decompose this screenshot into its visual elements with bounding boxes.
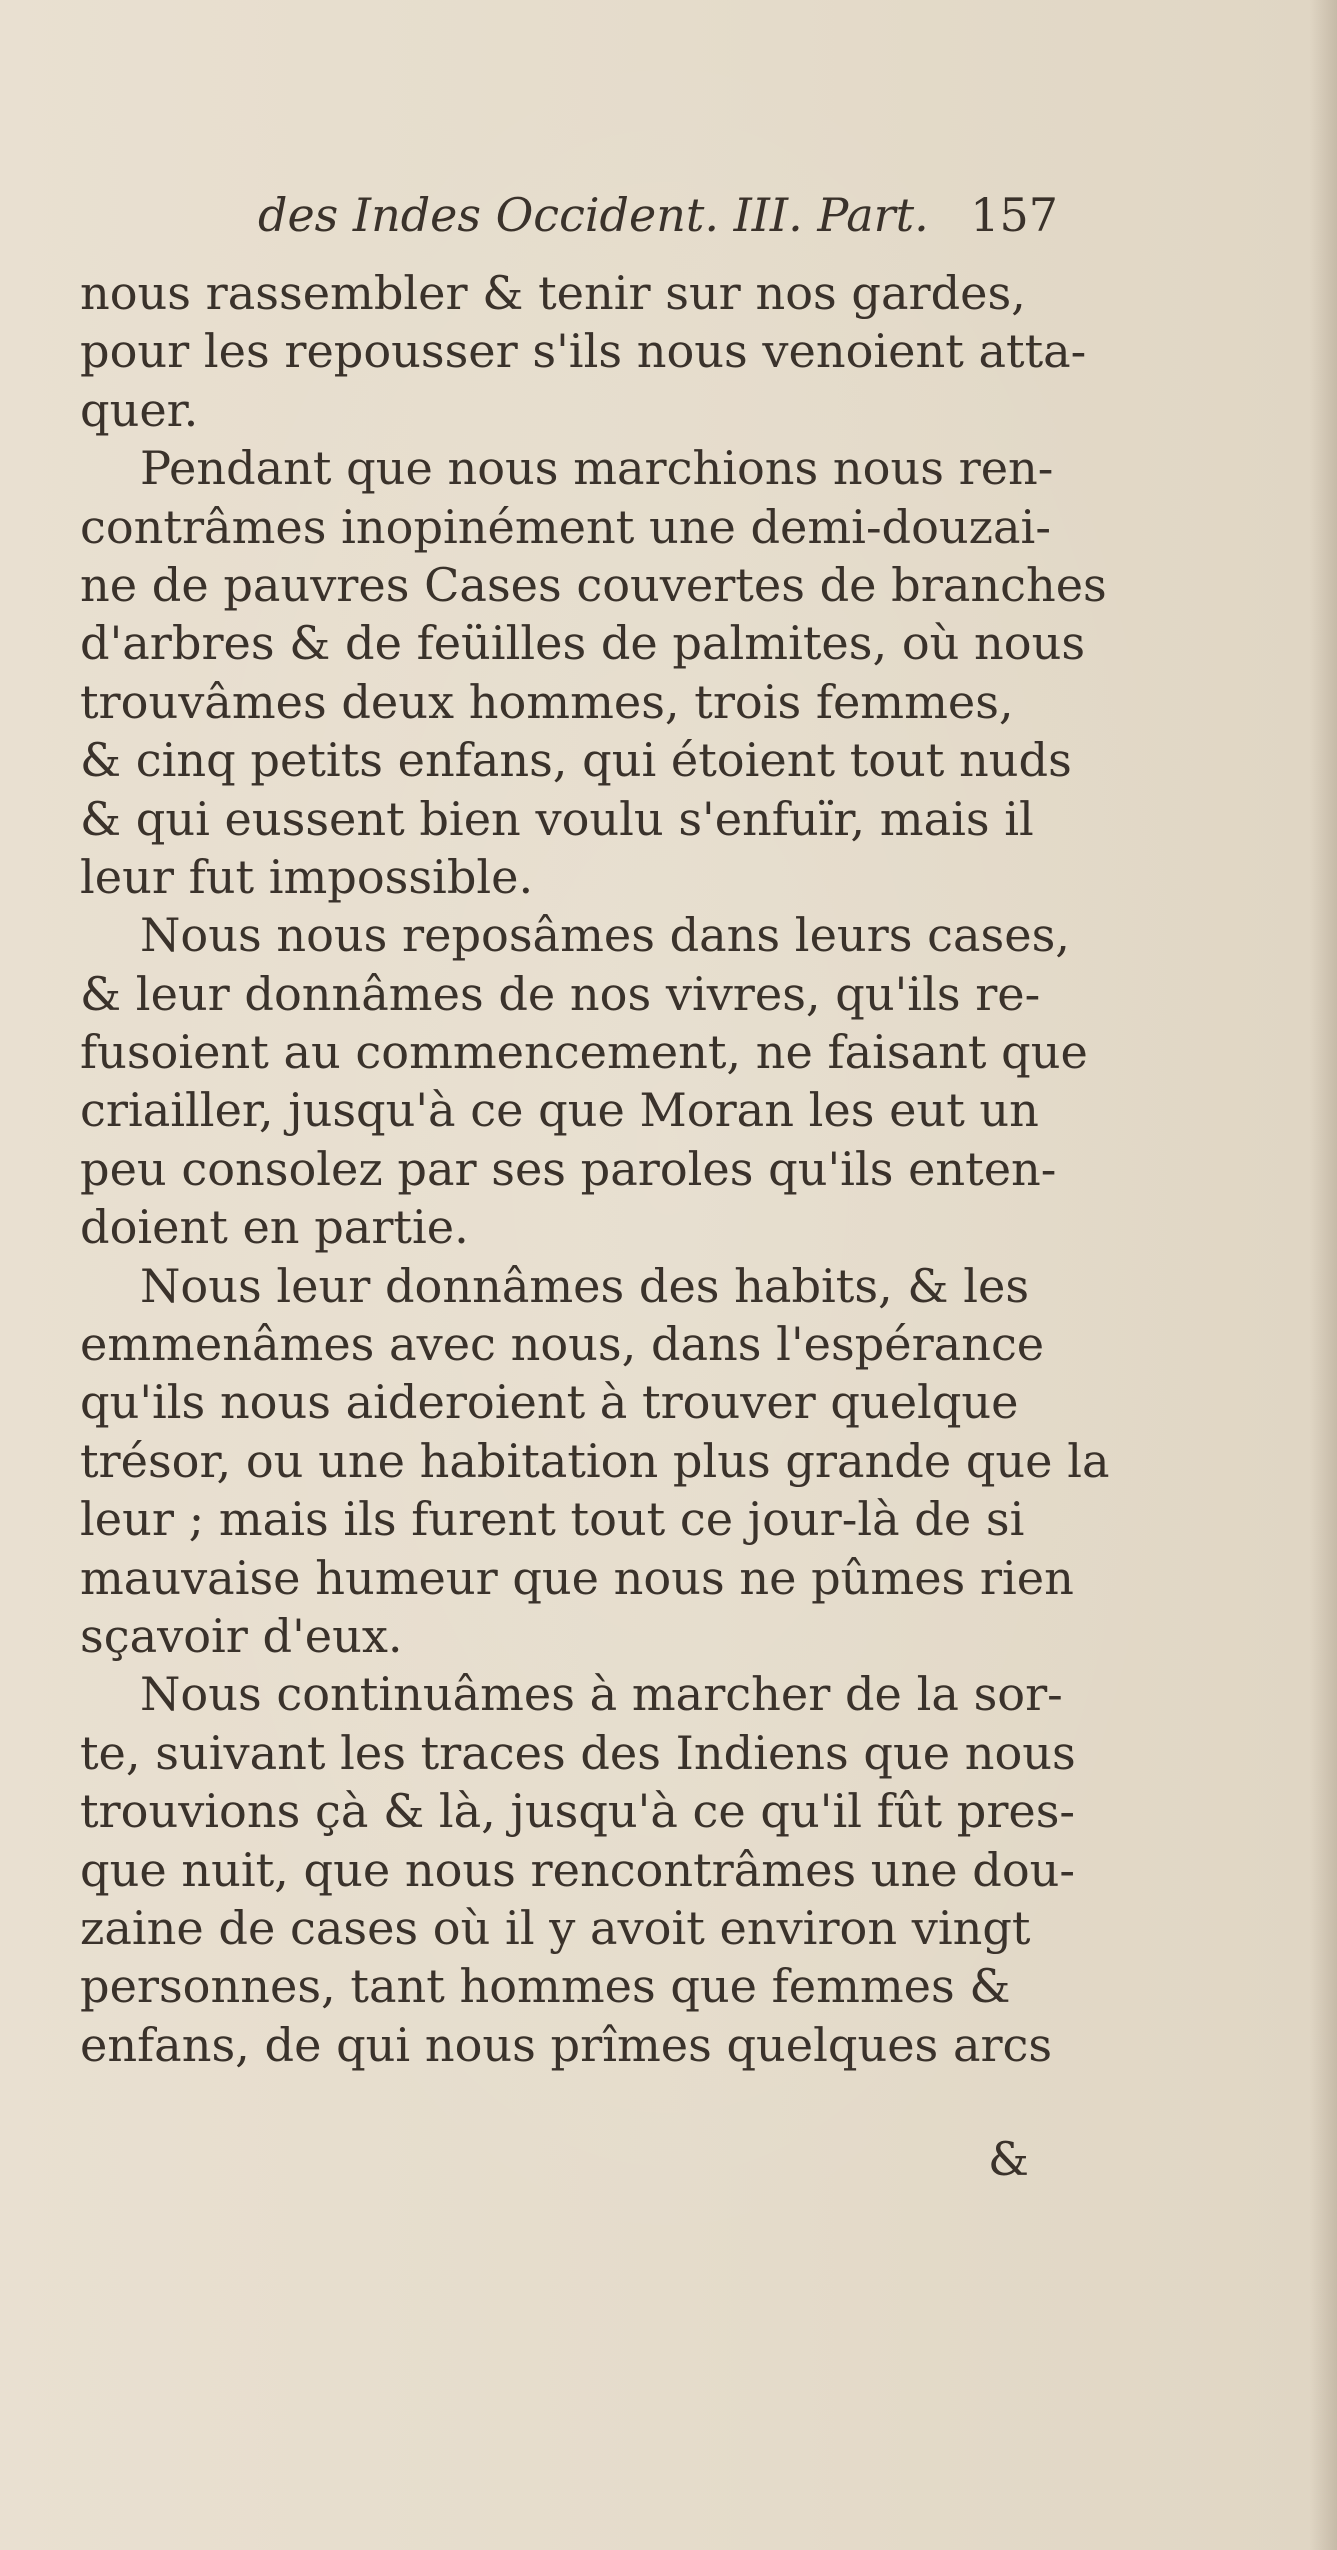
text-line: qu'ils nous aideroient à trouver quelque — [80, 1375, 1019, 1430]
page-edge-shadow — [1309, 0, 1337, 2550]
text-line: leur fut impossible. — [80, 849, 534, 904]
text-line: criailler, jusqu'à ce que Moran les eut un — [80, 1083, 1039, 1138]
text-line: & leur donnâmes de nos vivres, qu'ils re- — [80, 966, 1041, 1021]
text-line: personnes, tant hommes que femmes & — [80, 1959, 1011, 2014]
text-line: d'arbres & de feüilles de palmites, où nous — [80, 616, 1086, 671]
text-line: trésor, ou une habitation plus grande que la — [80, 1433, 1110, 1488]
text-line: doient en partie. — [80, 1200, 469, 1255]
text-line: pour les repousser s'ils nous venoient atta- — [80, 324, 1087, 379]
text-line: trouvions çà & là, jusqu'à ce qu'il fût pres- — [80, 1784, 1076, 1839]
text-line: enfans, de qui nous prîmes quelques arcs — [80, 2017, 1053, 2072]
text-line: & cinq petits enfans, qui étoient tout nuds — [80, 733, 1072, 788]
page-header — [258, 180, 1058, 250]
text-line: ne de pauvres Cases couvertes de branches — [80, 557, 1107, 612]
text-line: zaine de cases où il y avoit environ vingt — [80, 1900, 1031, 1955]
text-line: que nuit, que nous rencontrâmes une dou- — [80, 1842, 1076, 1897]
paragraph-start-line: Nous leur donnâmes des habits, & les — [140, 1258, 1030, 1313]
running-head: des Indes Occident. III. Part. — [258, 188, 929, 242]
text-line: & qui eussent bien voulu s'enfuïr, mais il — [80, 791, 1034, 846]
text-line: quer. — [80, 382, 199, 437]
text-line: trouvâmes deux hommes, trois femmes, — [80, 674, 1014, 729]
text-line: fusoient au commencement, ne faisant que — [80, 1025, 1088, 1080]
text-line: sçavoir d'eux. — [80, 1608, 403, 1663]
paragraph-start-line: Nous continuâmes à marcher de la sor- — [140, 1667, 1063, 1722]
catchword: & — [988, 2132, 1029, 2186]
page-number: 157 — [970, 188, 1058, 242]
text-line: leur ; mais ils furent tout ce jour-là de si — [80, 1492, 1025, 1547]
body-text — [80, 264, 1110, 2074]
text-line: nous rassembler & tenir sur nos gardes, — [80, 266, 1026, 320]
text-line: peu consolez par ses paroles qu'ils enten- — [80, 1141, 1057, 1196]
paragraph-start-line: Pendant que nous marchions nous ren- — [140, 441, 1054, 496]
text-line: contrâmes inopinément une demi-douzai- — [80, 499, 1051, 554]
text-line: emmenâmes avec nous, dans l'espérance — [80, 1317, 1045, 1372]
text-line: mauvaise humeur que nous ne pûmes rien — [80, 1550, 1074, 1605]
paragraph-start-line: Nous nous reposâmes dans leurs cases, — [140, 908, 1070, 963]
text-line: te, suivant les traces des Indiens que nous — [80, 1725, 1076, 1780]
